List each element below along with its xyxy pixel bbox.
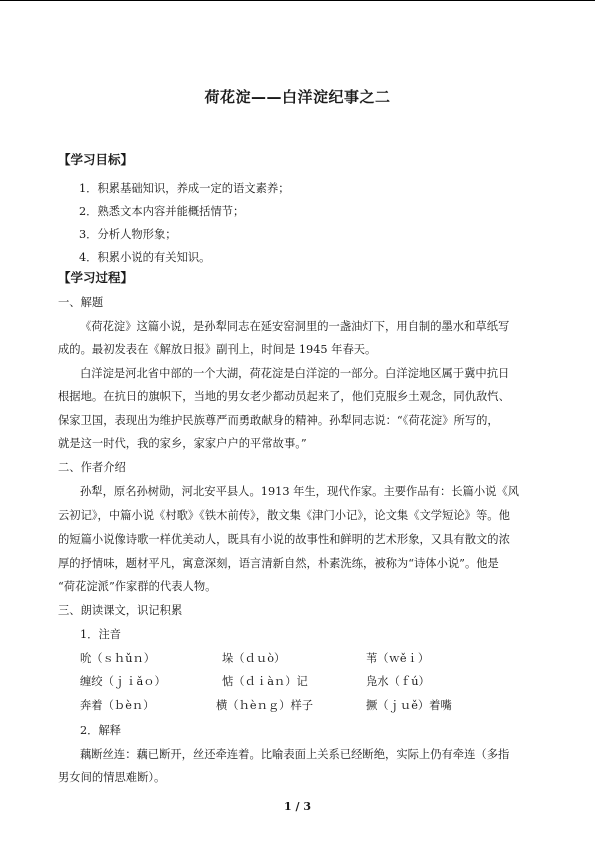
page-number: 1 / 3 (284, 800, 311, 813)
part-heading-reading: 三、朗读课文，识记积累 (58, 604, 183, 617)
pinyin-entry: 横（ｈèｎｇ）样子 (216, 699, 314, 712)
part-heading-author: 二、作者介绍 (58, 461, 126, 474)
paragraph-line: 厚的抒情味，题材平凡，寓意深刻，语言清新自然，朴素洗练，被称为“诗体小说”。他是 (58, 557, 499, 570)
paragraph-line: 云初记》，中篇小说《村歌》《铁木前传》，散文集《津门小记》，论文集《文学短论》等。他 (58, 509, 510, 522)
paragraph-line: 保家卫国，表现出为维护民族尊严而勇敢献身的精神。孙犁同志说：“《荷花淀》所写的， (58, 414, 499, 427)
pinyin-entry: 撅（ｊｕě）着嘴 (366, 699, 452, 712)
sub-heading-pinyin: 1．注音 (80, 628, 122, 641)
paragraph-line: 男女间的情思难断）。 (58, 771, 166, 784)
document-title: 荷花淀——白洋淀纪事之二 (204, 88, 391, 106)
section-heading-process: 【学习过程】 (58, 270, 134, 285)
section-heading-goals: 【学习目标】 (58, 152, 134, 167)
pinyin-entry: 凫水（ｆú） (366, 675, 430, 688)
paragraph-line: 白洋淀是河北省中部的一个大湖，荷花淀是白洋淀的一部分。白洋淀地区属于冀中抗日 (80, 367, 510, 380)
pinyin-entry: 苇（ｗěｉ） (366, 652, 430, 665)
sub-heading-explanation: 2．解释 (80, 724, 122, 737)
pinyin-entry: 吮（ｓｈǔｎ） (80, 652, 156, 665)
goal-item: 4．积累小说的有关知识。 (79, 251, 211, 264)
paragraph-line: “荷花淀派”作家群的代表人物。 (58, 580, 217, 593)
paragraph-line: 藕断丝连：藕已断开，丝还牵连着。比喻表面上关系已经断绝，实际上仍有牵连（多指 (80, 748, 510, 761)
pinyin-entry: 缠绞（ｊｉǎｏ） (80, 675, 166, 688)
page-top-rule (0, 0, 595, 1)
pinyin-entry: 奔着（ｂèｎ） (80, 699, 155, 712)
goal-item: 2．熟悉文本内容并能概括情节； (79, 205, 245, 218)
paragraph-line: 的短篇小说像诗歌一样优美动人，既具有小说的故事性和鲜明的艺术形象，又具有散文的浓 (58, 533, 510, 546)
paragraph-line: 就是这一时代，我的家乡，家家户户的平常故事。” (58, 437, 307, 450)
paragraph-line: 孙犁，原名孙树勋，河北安平县人。1913 年生，现代作家。主要作品有：长篇小说《风 (80, 485, 520, 498)
part-heading-title-explanation: 一、解题 (58, 296, 104, 309)
paragraph-line: 根据地。在抗日的旗帜下，当地的男女老少都动员起来了，他们克服乡土观念，同仇敌忾、 (58, 390, 510, 403)
pinyin-entry: 垛（ｄｕò） (222, 652, 286, 665)
paragraph-line: 成的。最初发表在《解放日报》副刊上，时间是 1945 年春天。 (58, 343, 377, 356)
goal-item: 1．积累基础知识，养成一定的语文素养； (79, 182, 290, 195)
goal-item: 3．分析人物形象； (79, 228, 177, 241)
paragraph-line: 《荷花淀》这篇小说，是孙犁同志在延安窑洞里的一盏油灯下，用自制的墨水和草纸写 (80, 320, 510, 333)
pinyin-entry: 惦（ｄｉàｎ）记 (222, 675, 308, 688)
